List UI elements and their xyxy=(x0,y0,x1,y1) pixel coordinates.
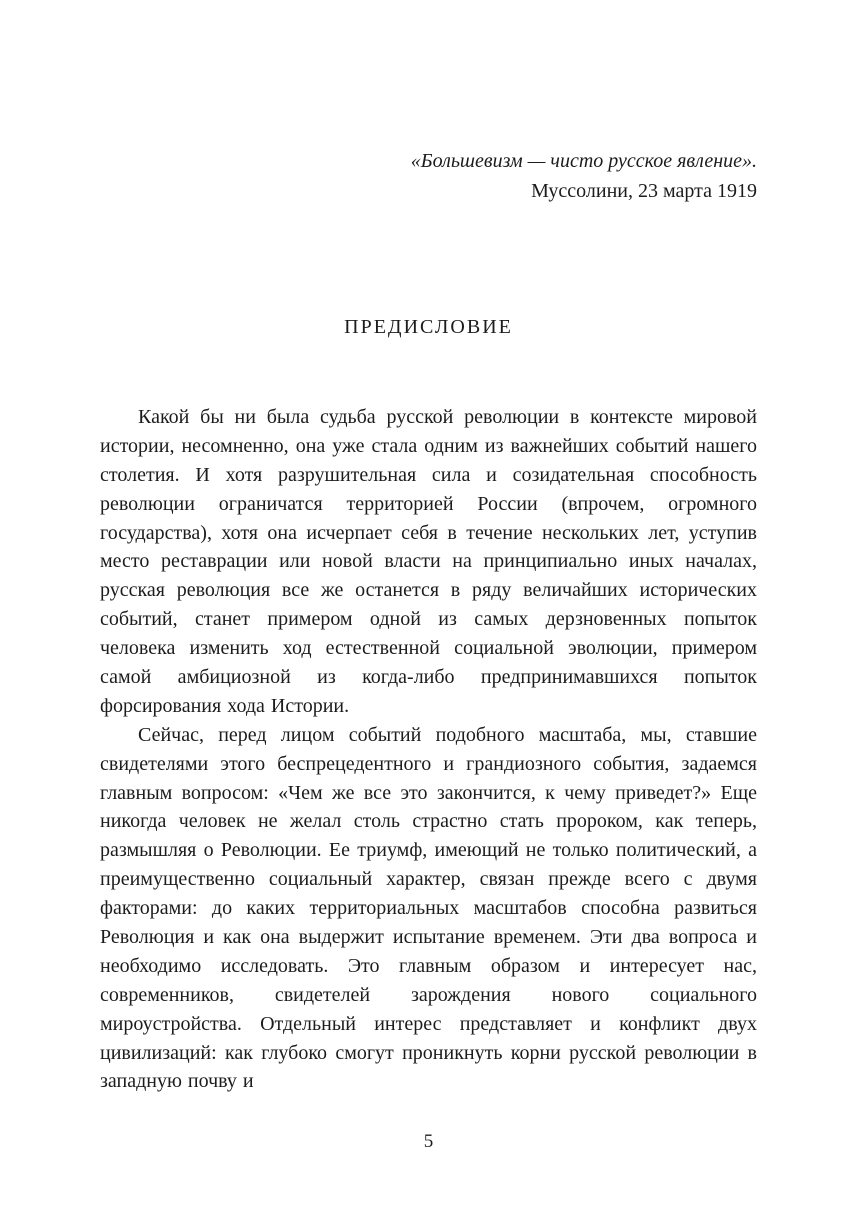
epigraph-quote: «Большевизм — чисто русское явление». xyxy=(410,150,757,172)
paragraph: Сейчас, перед лицом событий подобного масштаба, мы, ставшие свидетелями этого беспрецедентного и грандиозного события, задаемся главным вопросом: «Чем же все это закончится, к чему приведет?» Еще никогда человек не желал столь страстно стать пророком, как теперь, размышляя о Революции. Ее триумф, имеющий не только политический, а преимущественно социальный характер, связан прежде всего с двумя факторами: до каких территориальных масштабов способна развиться Революция и как она выдержит испытание временем. Эти два вопроса и необходимо исследовать. Это главным образом и интересует нас, современников, свидетелей зарождения нового социального мироустройства. Отдельный интерес представляет и конфликт двух цивилизаций: как глубоко смогут проникнуть корни русской революции в западную почву и xyxy=(100,723,757,1093)
chapter-heading: ПРЕДИСЛОВИЕ xyxy=(344,316,513,338)
paragraph: Какой бы ни была судьба русской революции в контексте мировой истории, несомненно, она уже стала одним из важнейших событий нашего столетия. И хотя разрушительная сила и созидательная способность революции ограничатся территорией России (впрочем, огромного государства), хотя она исчерпает себя в течение нескольких лет, уступив место реставрации или новой власти на принципиально иных началах, русская революция все же останется в ряду величайших исторических событий, станет примером одной из самых дерзновенных попыток человека изменить ход естественной социальной эволюции, примером самой амбициозной из когда-либо предпринимавшихся попыток форсирования хода Истории. xyxy=(100,406,757,717)
epigraph xyxy=(100,146,757,206)
body-text xyxy=(100,403,757,1096)
page-number: 5 xyxy=(423,1131,434,1152)
epigraph-attribution: Муссолини, 23 марта 1919 xyxy=(531,180,757,202)
